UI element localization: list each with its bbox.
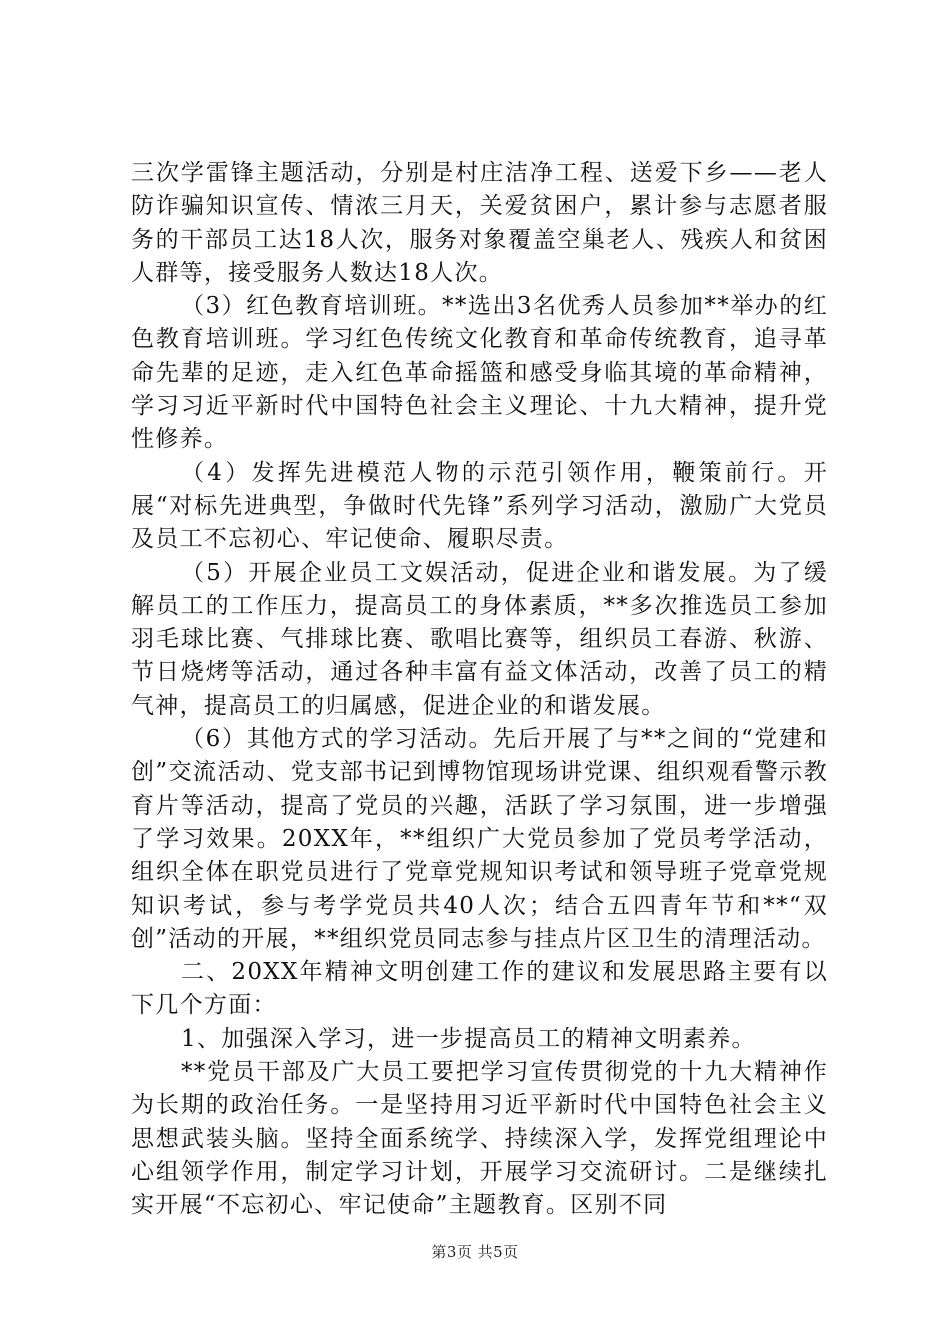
paragraph-role-models: （4）发挥先进模范人物的示范引领作用，鞭策前行。开展“对标先进典型，争做时代先锋”系列学习活动，激励广大党员及员工不忘初心、牢记使命、履职尽责。 [131, 459, 828, 553]
section-heading-suggestions: 二、20XX年精神文明创建工作的建议和发展思路主要有以下几个方面： [131, 959, 828, 1019]
page-number-footer: 第3页 共5页 [431, 1243, 519, 1261]
subheading-deepen-learning: 1、加强深入学习，进一步提高员工的精神文明素养。 [181, 1025, 756, 1052]
paragraph-volunteer-activities: 三次学雷锋主题活动，分别是村庄洁净工程、送爱下乡——老人防诈骗知识宣传、情浓三月天，关爱贫困户，累计参与志愿者服务的干部员工达18人次，服务对象覆盖空巢老人、残疾人和贫困人群等，接受服务人数达18人次。 [131, 160, 828, 286]
paragraph-political-study: **党员干部及广大员工要把学习宣传贯彻党的十九大精神作为长期的政治任务。一是坚持用习近平新时代中国特色社会主义思想武装头脑。坚持全面系统学、持续深入学，发挥党组理论中心组领学作用，制定学习计划，开展学习交流研讨。二是继续扎实开展“不忘初心、牢记使命”主题教育。区别不同 [131, 1059, 828, 1219]
paragraph-red-education: （3）红色教育培训班。**选出3名优秀人员参加**举办的红色教育培训班。学习红色传统文化教育和革命传统教育，追寻革命先辈的足迹，走入红色革命摇篮和感受身临其境的革命精神，学习习近平新时代中国特色社会主义理论、十九大精神，提升党性修养。 [131, 293, 828, 453]
paragraph-recreation: （5）开展企业员工文娱活动，促进企业和谐发展。为了缓解员工的工作压力，提高员工的身体素质，**多次推选员工参加羽毛球比赛、气排球比赛、歌唱比赛等，组织员工春游、秋游、节日烧烤等活动，通过各种丰富有益文体活动，改善了员工的精气神，提高员工的归属感，促进企业的和谐发展。 [131, 559, 828, 719]
document-body [131, 157, 828, 1223]
paragraph-other-learning: （6）其他方式的学习活动。先后开展了与**之间的“党建和创”交流活动、党支部书记到博物馆现场讲党课、组织观看警示教育片等活动，提高了党员的兴趣，活跃了学习氛围，进一步增强了学习效果。20XX年，**组织广大党员参加了党员考学活动，组织全体在职党员进行了党章党规知识考试和领导班子党章党规知识考试，参与考学党员共40人次；结合五四青年节和**“双创”活动的开展，**组织党员同志参与挂点片区卫生的清理活动。 [131, 726, 828, 952]
